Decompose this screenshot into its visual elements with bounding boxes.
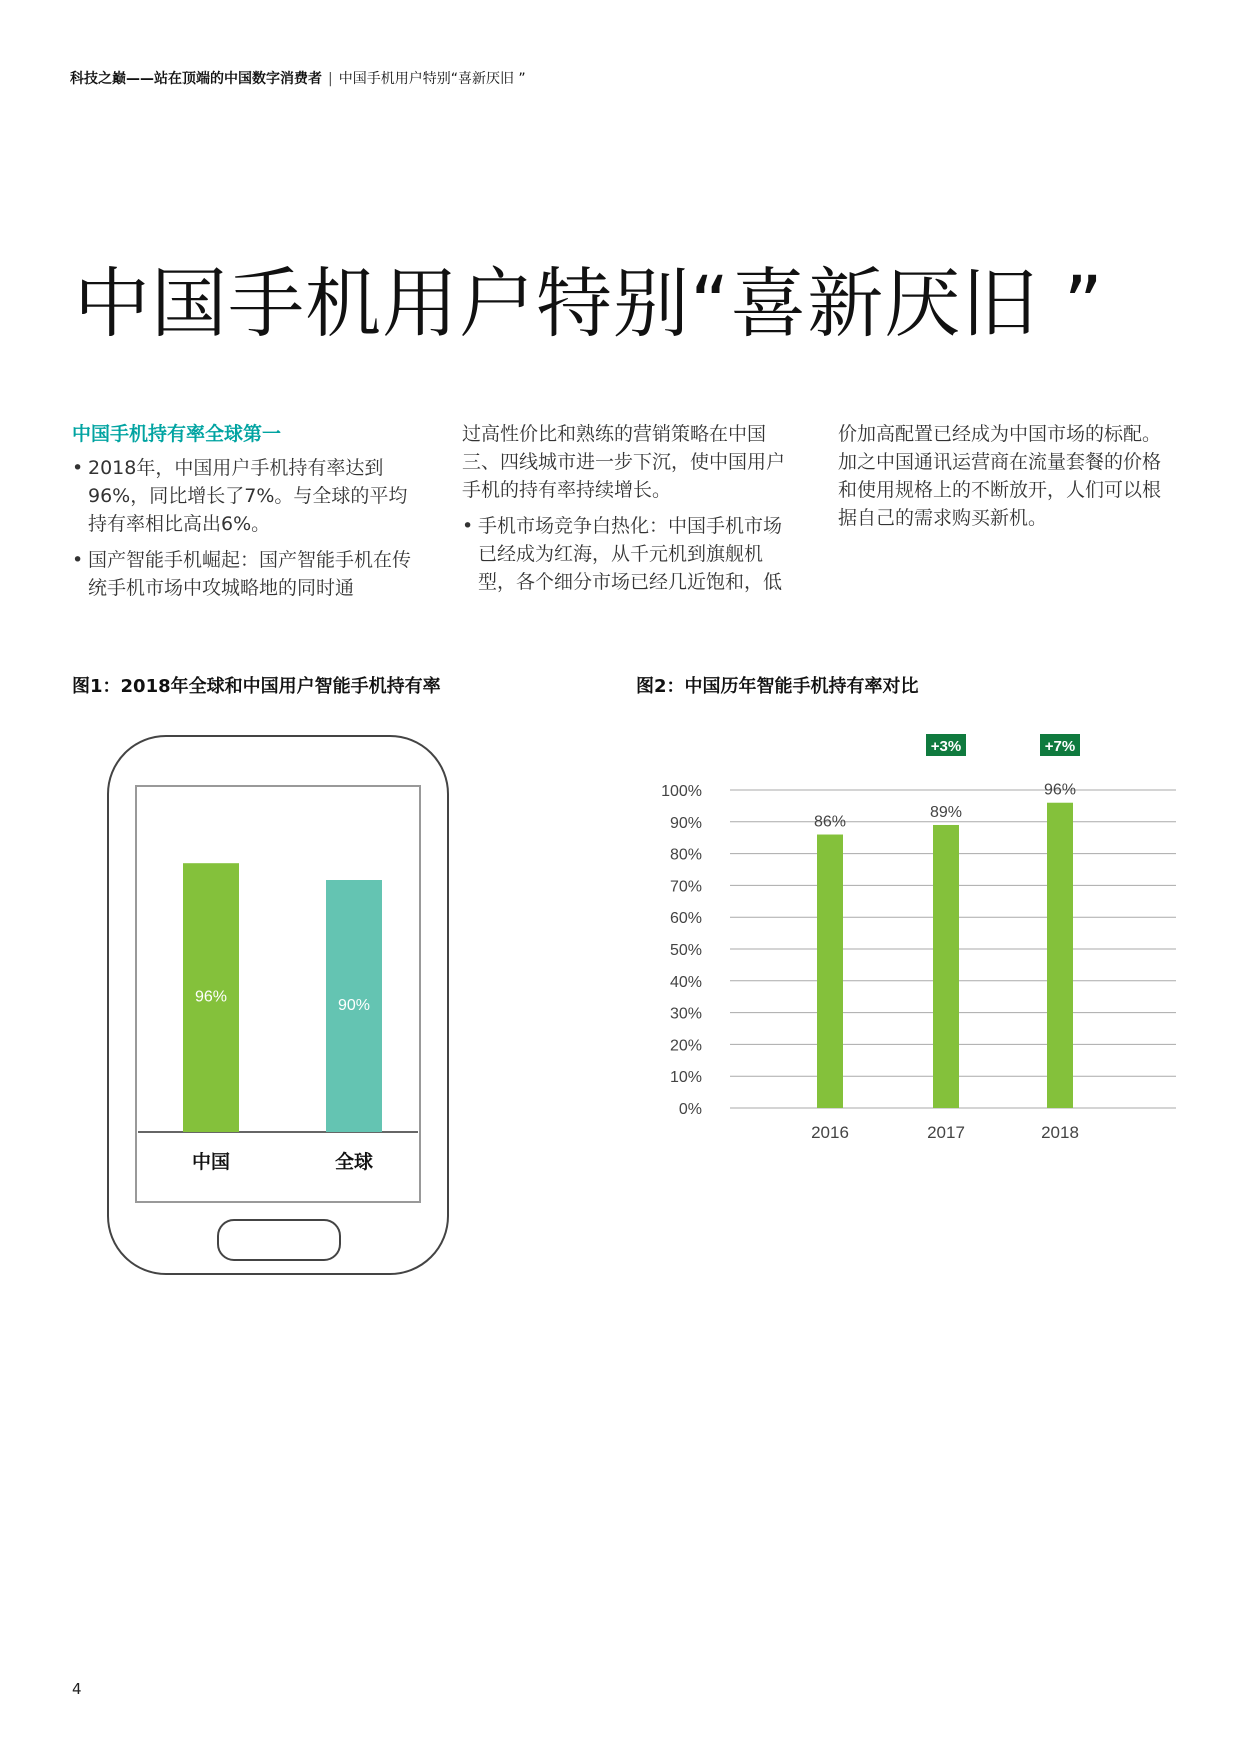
- fig2-ytick-label-1: 10%: [669, 1069, 702, 1087]
- fig2-xtick-label-2017: 2017: [927, 1123, 965, 1142]
- fig2-ytick-label-7: 70%: [669, 878, 702, 896]
- fig2-ytick-label-3: 30%: [669, 1005, 702, 1023]
- phone-home-button: [218, 1220, 340, 1260]
- fig2-ytick-label-2: 20%: [669, 1037, 702, 1055]
- fig1-data-label-0: 96%: [194, 988, 228, 1006]
- fig2-bar-2018: [1047, 803, 1073, 1108]
- figure-2-plot: [661, 734, 1176, 1142]
- bullet-domestic-brands: • 国产智能手机崛起：国产智能手机在传统手机市场中攻城略地的同时通: [72, 546, 422, 602]
- fig2-xtick-label-2018: 2018: [1041, 1123, 1079, 1142]
- fig2-data-label-2017: 89%: [929, 803, 963, 821]
- running-header: [70, 68, 526, 88]
- header-section-title: 中国手机用户特别“喜新厌旧 ”: [338, 71, 526, 87]
- fig1-data-label-1: 90%: [337, 997, 371, 1014]
- fig1-category-label-0: 中国: [191, 1151, 231, 1173]
- fig2-change-label-2018: +7%: [1044, 738, 1076, 755]
- fig2-ytick-label-4: 40%: [669, 973, 702, 991]
- fig2-ytick-label-0: 0%: [678, 1101, 702, 1118]
- paragraph-continuation: 过高性价比和熟练的营销策略在中国三、四线城市进一步下沉，使中国用户手机的持有率持续增长。: [462, 423, 786, 501]
- header-separator: |: [328, 71, 333, 87]
- fig1-category-label-1: 全球: [334, 1151, 374, 1173]
- page-number: 4: [72, 1680, 82, 1698]
- figure-1-title: 图1：2018年全球和中国用户智能手机持有率: [72, 676, 441, 697]
- paragraph-continuation-2: 价加高配置已经成为中国市场的标配。加之中国通讯运营商在流量套餐的价格和使用规格上的不断放开，人们可以根据自己的需求购买新机。: [838, 423, 1162, 529]
- fig2-xtick-label-2016: 2016: [811, 1123, 849, 1142]
- fig2-bar-2017: [933, 825, 959, 1108]
- figure-2-chart: [630, 724, 1190, 1154]
- figure-2-title: 图2：中国历年智能手机持有率对比: [636, 676, 919, 697]
- fig2-ytick-label-9: 90%: [669, 814, 702, 832]
- bullet-market-competition: • 手机市场竞争白热化：中国手机市场已经成为红海，从千元机到旗舰机型，各个细分市场已经几近饱和，低: [462, 512, 792, 596]
- fig2-ytick-label-5: 50%: [669, 942, 702, 959]
- fig2-ytick-label-8: 80%: [669, 846, 702, 864]
- fig2-bar-2016: [817, 835, 843, 1108]
- text-column-3: [838, 420, 1168, 540]
- header-publication-title: 科技之巅——站在顶端的中国数字消费者: [70, 71, 322, 87]
- fig2-change-label-2017: +3%: [930, 738, 962, 755]
- text-column-1: [72, 420, 422, 610]
- text-column-2: [462, 420, 792, 604]
- bullet-ownership-rate: • 2018年，中国用户手机持有率达到96%，同比增长了7%。与全球的平均持有率相比高出6%。: [72, 454, 422, 538]
- fig2-ytick-label-10: 100%: [661, 783, 702, 800]
- fig2-data-label-2018: 96%: [1043, 781, 1077, 799]
- fig2-ytick-label-6: 60%: [669, 910, 702, 928]
- figure-1-phone-chart: [100, 724, 460, 1284]
- section-subhead: 中国手机持有率全球第一: [72, 423, 282, 445]
- fig2-data-label-2016: 86%: [813, 813, 847, 831]
- page-title: 中国手机用户特别“喜新厌旧 ”: [74, 259, 1104, 348]
